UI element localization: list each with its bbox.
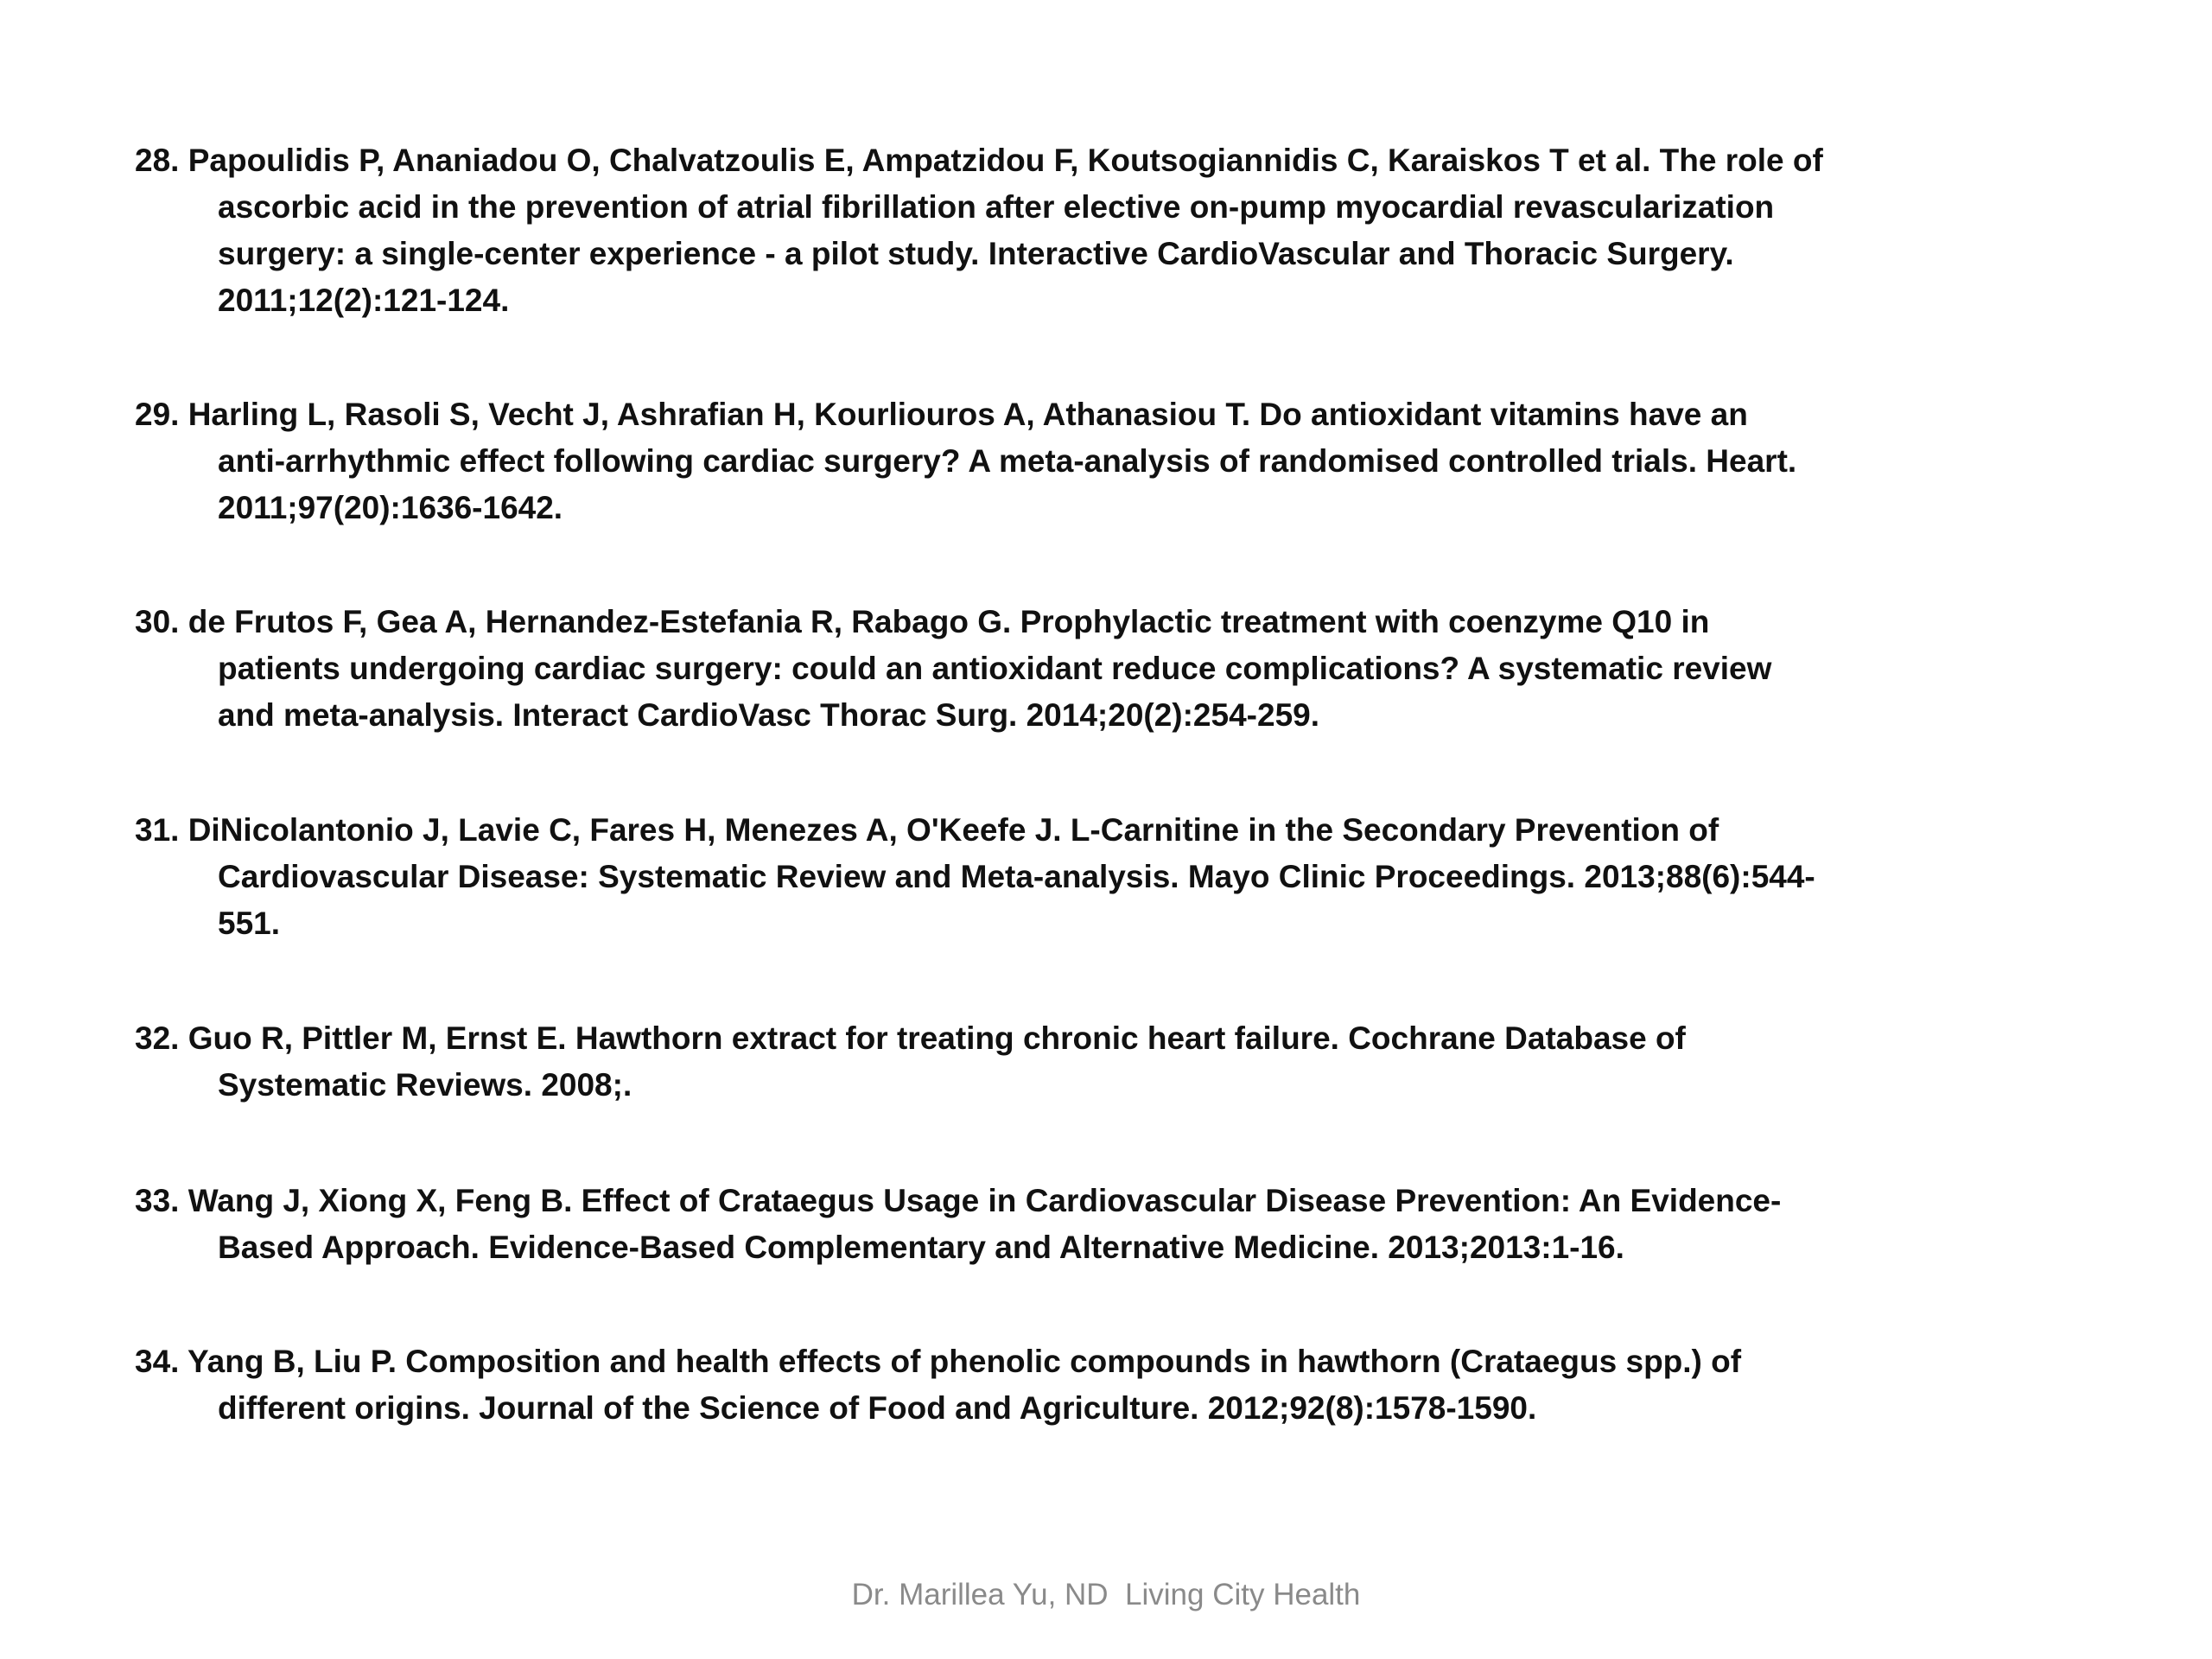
reference-item — [135, 807, 2122, 947]
reference-line: 29. Harling L, Rasoli S, Vecht J, Ashrafian H, Kourliouros A, Athanasiou T. Do antioxidant vitamins have an — [135, 397, 1748, 432]
reference-line: 28. Papoulidis P, Ananiadou O, Chalvatzoulis E, Ampatzidou F, Koutsogiannidis C, Karaiskos T et al. The role of — [135, 143, 1823, 178]
reference-item — [135, 137, 2122, 324]
reference-line: surgery: a single-center experience - a pilot study. Interactive CardioVascular and Thoracic Surgery. — [218, 236, 1734, 271]
reference-item — [135, 391, 2122, 531]
reference-line: 33. Wang J, Xiong X, Feng B. Effect of Crataegus Usage in Cardiovascular Disease Prevention: An Evidence- — [135, 1183, 1782, 1218]
reference-line: 32. Guo R, Pittler M, Ernst E. Hawthorn extract for treating chronic heart failure. Cochrane Database of — [135, 1020, 1686, 1056]
slide-footer: Dr. Marillea Yu, ND Living City Health — [851, 1578, 1361, 1611]
reference-item — [135, 1338, 2122, 1432]
reference-line: 2011;97(20):1636-1642. — [218, 490, 563, 525]
reference-line: 31. DiNicolantonio J, Lavie C, Fares H, Menezes A, O'Keefe J. L-Carnitine in the Secondary Prevention of — [135, 812, 1719, 848]
reference-item — [135, 1015, 2122, 1109]
reference-line: 2011;12(2):121-124. — [218, 283, 510, 318]
reference-line: patients undergoing cardiac surgery: could an antioxidant reduce complications? A systematic review — [218, 651, 1772, 686]
reference-line: Cardiovascular Disease: Systematic Review and Meta-analysis. Mayo Clinic Proceedings. 2013;88(6):544- — [218, 859, 1815, 894]
reference-line: 34. Yang B, Liu P. Composition and health effects of phenolic compounds in hawthorn (Crataegus spp.) of — [135, 1344, 1742, 1379]
reference-item — [135, 1178, 2122, 1271]
reference-line: Based Approach. Evidence-Based Complementary and Alternative Medicine. 2013;2013:1-16. — [218, 1230, 1624, 1265]
reference-line: ascorbic acid in the prevention of atrial fibrillation after elective on-pump myocardial revascularization — [218, 189, 1775, 225]
reference-item — [135, 599, 2122, 739]
reference-line: 30. de Frutos F, Gea A, Hernandez-Estefania R, Rabago G. Prophylactic treatment with coenzyme Q10 in — [135, 604, 1710, 639]
reference-line: 551. — [218, 906, 281, 941]
reference-line: and meta-analysis. Interact CardioVasc Thorac Surg. 2014;20(2):254-259. — [218, 697, 1320, 733]
reference-line: different origins. Journal of the Science of Food and Agriculture. 2012;92(8):1578-1590. — [218, 1390, 1537, 1426]
reference-line: anti-arrhythmic effect following cardiac surgery? A meta-analysis of randomised controlled trials. Heart. — [218, 443, 1797, 479]
reference-line: Systematic Reviews. 2008;. — [218, 1067, 632, 1103]
